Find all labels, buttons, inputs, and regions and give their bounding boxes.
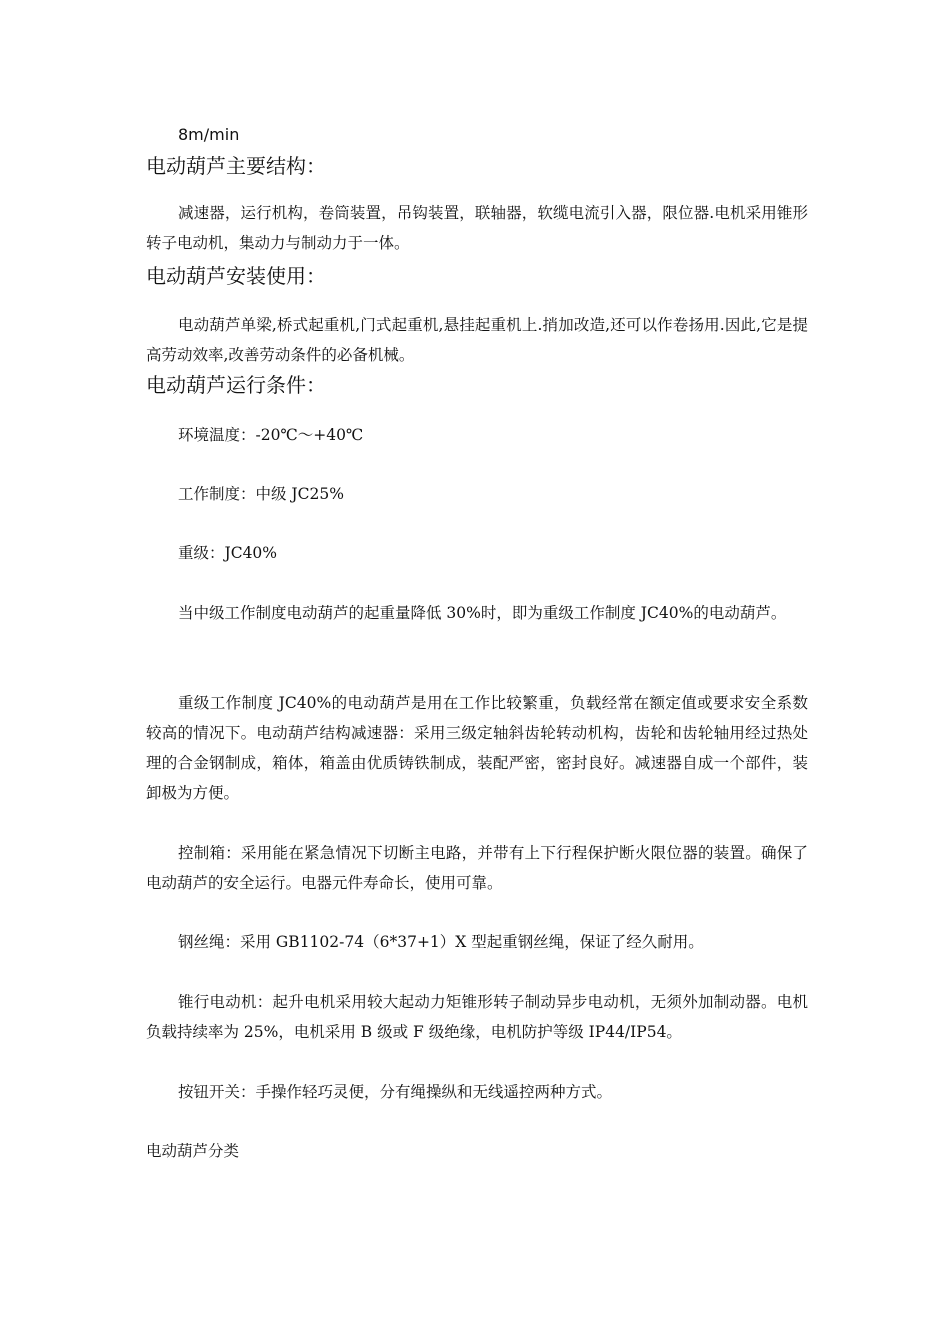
control-box-paragraph: 控制箱：采用能在紧急情况下切断主电路，并带有上下行程保护断火限位器的装置。确保了电动葫芦的安全运行。电器元件寿命长，使用可靠。	[146, 844, 808, 892]
temperature-line: 环境温度：-20℃～+40℃	[178, 426, 364, 444]
structure-heading: 电动葫芦主要结构：	[146, 154, 326, 178]
button-switch-paragraph: 按钮开关：手操作轻巧灵便，分有绳操纵和无线遥控两种方式。	[178, 1083, 613, 1101]
install-heading: 电动葫芦安装使用：	[146, 264, 326, 288]
structure-paragraph: 减速器，运行机构，卷筒装置，吊钩装置，联轴器，软缆电流引入器，限位器.电机采用锥形转子电动机，集动力与制动力于一体。	[146, 204, 808, 252]
speed-line: 8m/min	[178, 125, 240, 144]
duty-line: 工作制度：中级 JC25%	[178, 485, 344, 503]
install-paragraph: 电动葫芦单梁,桥式起重机,门式起重机,悬挂起重机上.捎加改造,还可以作卷扬用.因此,它是提高劳动效率,改善劳动条件的必备机械。	[146, 316, 808, 364]
wire-rope-paragraph: 钢丝绳：采用 GB1102-74（6*37+1）X 型起重钢丝绳，保证了经久耐用。	[178, 933, 704, 951]
note-paragraph-2: 重级工作制度 JC40%的电动葫芦是用在工作比较繁重，负载经常在额定值或要求安全系数较高的情况下。电动葫芦结构减速器：采用三级定轴斜齿轮转动机构，齿轮和齿轮轴用经过热处理的合金钢制成，箱体，箱盖由优质铸铁制成，装配严密，密封良好。减速器自成一个部件，装卸极为方便。	[146, 694, 808, 802]
classification-title: 电动葫芦分类	[146, 1142, 240, 1160]
motor-paragraph: 锥行电动机：起升电机采用较大起动力矩锥形转子制动异步电动机，无须外加制动器。电机负载持续率为 25%，电机采用 B 级或 F 级绝缘，电机防护等级 IP44/IP54。	[146, 993, 808, 1041]
conditions-heading: 电动葫芦运行条件：	[146, 373, 326, 397]
heavy-duty-line: 重级：JC40%	[178, 544, 278, 562]
note-paragraph-1: 当中级工作制度电动葫芦的起重量降低 30%时，即为重级工作制度 JC40%的电动葫芦。	[178, 604, 787, 622]
